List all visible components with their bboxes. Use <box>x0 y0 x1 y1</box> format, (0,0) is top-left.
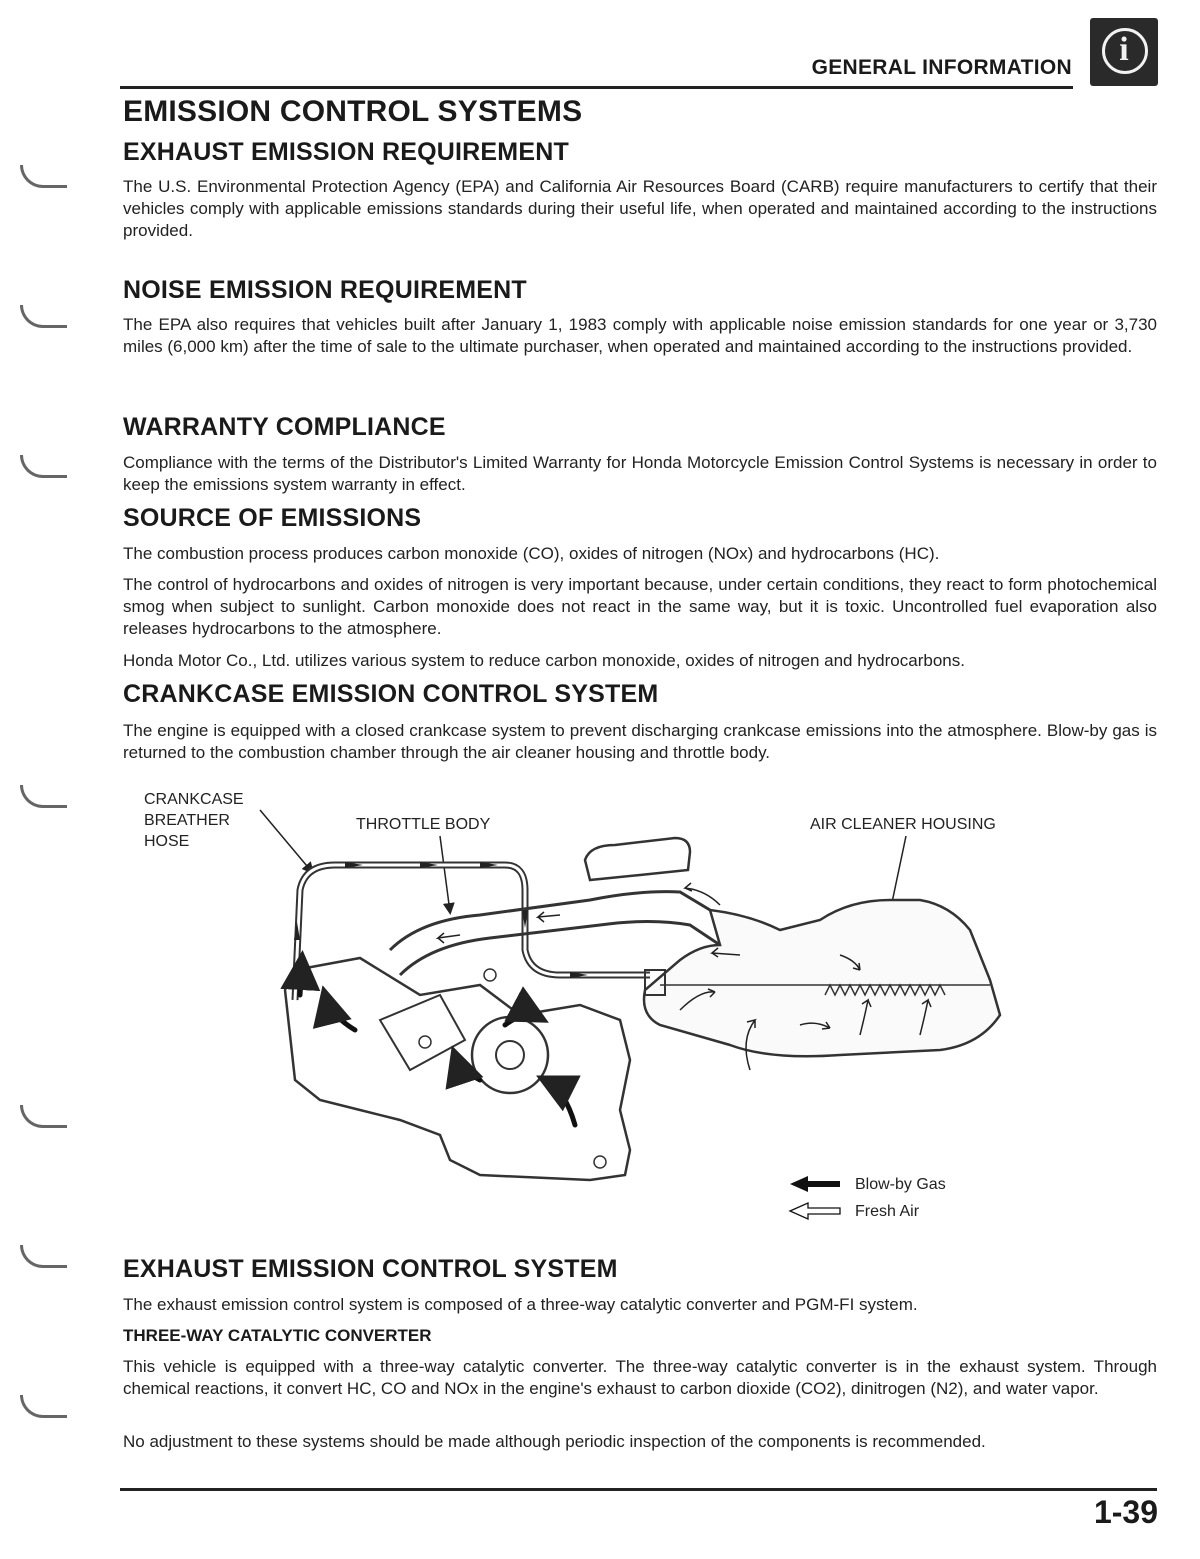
paragraph-noise-requirement: The EPA also requires that vehicles built after January 1, 1983 comply with applicable noise emission standards for one year or 3,730 miles (6,000 km) after the time of sale to the ultimate purchaser, when operated and maintained according to the instructions provided. <box>123 315 1157 356</box>
callout-throttle-body: THROTTLE BODY <box>356 816 491 833</box>
binding-mark <box>20 785 67 808</box>
header-rule <box>120 86 1073 89</box>
paragraph-exhaust-requirement: The U.S. Environmental Protection Agency (EPA) and California Air Resources Board (CARB) require manufacturers to certify that their vehicles comply with applicable emissions standards during their useful life, when operated and maintained according to the instructions provided. <box>123 177 1157 240</box>
crankcase-diagram <box>120 780 1160 1230</box>
paragraph-crankcase: The engine is equipped with a closed crankcase system to prevent discharging crankcase emissions into the atmosphere. Blow-by gas is returned to the combustion chamber through the air cleaner housing and throttle body. <box>123 721 1157 762</box>
crankshaft <box>472 1017 548 1093</box>
paragraph-catalytic-converter-1: This vehicle is equipped with a three-way catalytic converter. The three-way catalytic converter is in the exhaust system. Through chemical reactions, it convert HC, CO and NOx in the engine's exhaust to carbon dioxide (CO2), dinitrogen (N2), and water vapor. <box>123 1357 1157 1398</box>
paragraph-source-3: Honda Motor Co., Ltd. utilizes various system to reduce carbon monoxide, oxides of nitrogen and hydrocarbons. <box>123 651 965 670</box>
heading-exhaust-requirement: EXHAUST EMISSION REQUIREMENT <box>123 138 569 166</box>
page-title: EMISSION CONTROL SYSTEMS <box>123 95 583 128</box>
leader-throttle-body <box>440 836 450 912</box>
legend-solid-arrow-icon <box>790 1176 840 1192</box>
heading-exhaust-control: EXHAUST EMISSION CONTROL SYSTEM <box>123 1255 618 1283</box>
breather-hose <box>295 865 650 1000</box>
paragraph-source-2: The control of hydrocarbons and oxides of nitrogen is very important because, under certain conditions, they react to form photochemical smog when subject to sunlight. Carbon monoxide does not react in the same way, but it is toxic. Uncontrolled fuel evaporation also releases hydrocarbons to the atmosphere. <box>123 575 1157 638</box>
callout-breather-hose-line3: HOSE <box>144 833 190 850</box>
air-cleaner-housing <box>644 900 1000 1056</box>
info-icon-glyph: i <box>1119 31 1129 68</box>
callout-breather-hose-line2: BREATHER <box>144 812 230 829</box>
subheading-catalytic-converter: THREE-WAY CATALYTIC CONVERTER <box>123 1326 432 1345</box>
heading-source: SOURCE OF EMISSIONS <box>123 504 422 532</box>
heading-warranty: WARRANTY COMPLIANCE <box>123 413 446 441</box>
leader-breather-hose <box>260 810 312 872</box>
engine-block <box>285 958 630 1180</box>
hose-flow-arrows <box>294 862 588 978</box>
legend-fresh-air-label: Fresh Air <box>855 1203 920 1220</box>
binding-mark <box>20 165 67 188</box>
legend <box>790 1176 946 1220</box>
binding-mark <box>20 1245 67 1268</box>
callout-air-cleaner: AIR CLEANER HOUSING <box>810 816 996 833</box>
callout-breather-hose-line1: CRANKCASE <box>144 791 244 808</box>
page-number: 1-39 <box>1093 1494 1158 1530</box>
header-section-label: GENERAL INFORMATION <box>811 56 1072 79</box>
paragraph-catalytic-converter-2: No adjustment to these systems should be made although periodic inspection of the components is recommended. <box>123 1432 986 1451</box>
binding-mark <box>20 305 67 328</box>
paragraph-warranty: Compliance with the terms of the Distributor's Limited Warranty for Honda Motorcycle Emission Control Systems is necessary in order to keep the emissions system warranty in effect. <box>123 453 1157 494</box>
airbox-lid <box>585 838 690 880</box>
heading-noise-requirement: NOISE EMISSION REQUIREMENT <box>123 276 527 304</box>
heading-crankcase: CRANKCASE EMISSION CONTROL SYSTEM <box>123 680 659 708</box>
legend-blowby-label: Blow-by Gas <box>855 1176 946 1193</box>
binding-mark <box>20 1395 67 1418</box>
blowby-arrows <box>300 960 575 1125</box>
legend-outline-arrow-icon <box>790 1203 840 1219</box>
info-icon <box>1090 18 1158 86</box>
paragraph-source-1: The combustion process produces carbon monoxide (CO), oxides of nitrogen (NOx) and hydrocarbons (HC). <box>123 544 940 563</box>
paragraph-exhaust-control: The exhaust emission control system is composed of a three-way catalytic converter and PGM-FI system. <box>123 1295 918 1314</box>
footer-rule <box>120 1488 1157 1491</box>
binding-mark <box>20 1105 67 1128</box>
binding-mark <box>20 455 67 478</box>
